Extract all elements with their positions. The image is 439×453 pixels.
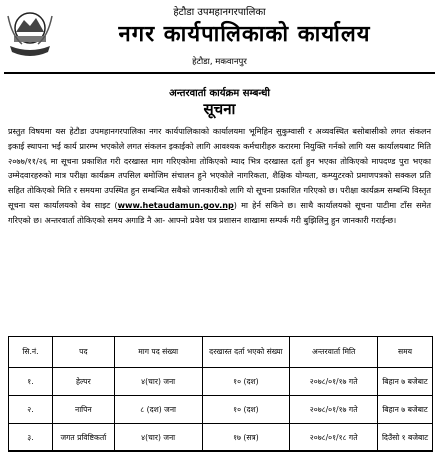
body-text-2: मा हेर्न सकिने छ। साथै कार्यालयको सूचना पाटीमा टाँस समेत गरिएको छ। अन्तरवार्ता तोकिएको समय अगाडि नै आ- आफ्नो प्रवेश पत्र प्रशासन शाखामा सम्पर्क गरी बुझिलिनु हुन जानकारी गराईन्छ।: [8, 199, 431, 225]
municipality-name: हेटौडा उपमहानगरपालिका: [173, 7, 266, 18]
table-cell: हेल्पर: [52, 368, 114, 396]
table-cell: १० (दश): [202, 396, 290, 424]
col-header: पद: [52, 337, 114, 368]
header-divider: [4, 72, 435, 74]
table-cell: बिहान ७ बजेबाट: [378, 396, 433, 424]
table-cell: १.: [9, 368, 53, 396]
table-cell: दिउँसो १ बजेबाट: [378, 424, 433, 452]
office-address: हेटौडा, मकवानपुर: [192, 57, 247, 67]
col-header: सि.नं.: [9, 337, 53, 368]
office-title: नगर कार्यपालिकाको कार्यालय: [118, 22, 371, 47]
table-row: [9, 396, 433, 424]
table-cell: बिहान ७ बजेबाट: [378, 368, 433, 396]
col-header: अन्तरवार्ता मिति: [290, 337, 378, 368]
table-cell: ४(चार) जना: [114, 368, 202, 396]
notice-body: प्रस्तुत विषयमा यस हेटौडा उपमहानगरपालिका नगर कार्यपालिकाको कार्यालयमा भूमिहिन सुकुम्वासी र अव्यवस्थित बसोबासीको लगत संकलन इकाई स्थापना भई कार्य प्रारम्भ भएकोले लगत संकलन इकाईको लागि आवश्यक कर्मचारीहरु करारमा नियुक्ति गर्नको लागि यस कार्यालयबाट मिति २०७७/११/२६ मा सूचना प्रकाशित गरी दरखास्त माग गरिएकोमा तोकिएको म्याद भित्र दरखास्त दर्ता हुन भएका तोकिएको मापदण्ड पुरा भएका उम्मेदवारहरुको मात्र परीक्षा कार्यक्रम तपसिल बमोजिम संचालन हुने भएकोले नागरिकता, शैक्षिक योग्यता, कम्प्युटरको प्रमाणपत्रको सक्कल प्रति सहित तोकिएको मिति र समयमा उपस्थित हुन सम्बन्धित सबैको जानकारीको लागि यो सूचना प्रकाशित गरिएको छ। परीक्षा कार्यक्रम सम्बन्धि विस्तृत सूचना यस कार्यालयको वेब साइट (www.hetaudamun.gov.np) मा हेर्न सकिने छ। साथै कार्यालयको सूचना पाटीमा टाँस समेत गरिएको छ। अन्तरवार्ता तोकिएको समय अगाडि नै आ- आफ्नो प्रवेश पत्र प्रशासन शाखामा सम्पर्क गरी बुझिलिनु हुन जानकारी गराईन्छ।: [8, 126, 431, 225]
table-cell: नापिन: [52, 396, 114, 424]
table-cell: ८ (दश) जना: [114, 396, 202, 424]
table-row: [9, 368, 433, 396]
table-header-row: [9, 337, 433, 368]
col-header: माग पद संख्या: [114, 337, 202, 368]
table-cell: ४(चार) जना: [114, 424, 202, 452]
table-cell: १७ (सत्र): [202, 424, 290, 452]
body-text: प्रस्तुत विषयमा यस हेटौडा उपमहानगरपालिका नगर कार्यपालिकाको कार्यालयमा भूमिहिन सुकुम्वासी र अव्यवस्थित बसोबासीको लगत संकलन इकाई स्थापना भई कार्य प्रारम्भ भएकोले लगत संकलन इकाईको लागि आवश्यक कर्मचारीहरु करारमा नियुक्ति गर्नको लागि यस कार्यालयबाट मिति २०७७/११/२६ मा सूचना प्रकाशित गरी दरखास्त माग गरिएकोमा तोकिएको म्याद भित्र दरखास्त दर्ता हुन भएका तोकिएको मापदण्ड पुरा भएका उम्मेदवारहरुको मात्र परीक्षा कार्यक्रम तपसिल बमोजिम संचालन हुने भएकोले नागरिकता, शैक्षिक योग्यता, कम्प्युटरको प्रमाणपत्रको सक्कल प्रति सहित तोकिएको मिति र समयमा उपस्थित हुन सम्बन्धित सबैको जानकारीको लागि यो सूचना प्रकाशित गरिएको छ। परीक्षा कार्यक्रम सम्बन्धि विस्तृत सूचना यस कार्यालयको वेब साइट: [8, 126, 431, 210]
table-cell: जगत प्रविष्टिकर्ता: [52, 424, 114, 452]
table-cell: २०७८/०१/१७ गते: [290, 368, 378, 396]
page-border: [8, 444, 433, 451]
table-cell: २.: [9, 396, 53, 424]
website-link[interactable]: www.hetaudamun.gov.np: [117, 199, 234, 210]
interview-schedule-table: [8, 336, 433, 452]
table-cell: २०७८/०१/१८ गते: [290, 424, 378, 452]
col-header: समय: [378, 337, 433, 368]
notice-title: सूचना: [203, 100, 236, 118]
table-cell: २०७८/०१/१७ गते: [290, 396, 378, 424]
col-header: दरखास्त दर्ता भएको संख्या: [202, 337, 290, 368]
table-cell: ३.: [9, 424, 53, 452]
notice-subject: अन्तरवार्ता कार्यक्रम सम्बन्धी: [169, 88, 270, 99]
table-cell: १० (दश): [202, 368, 290, 396]
